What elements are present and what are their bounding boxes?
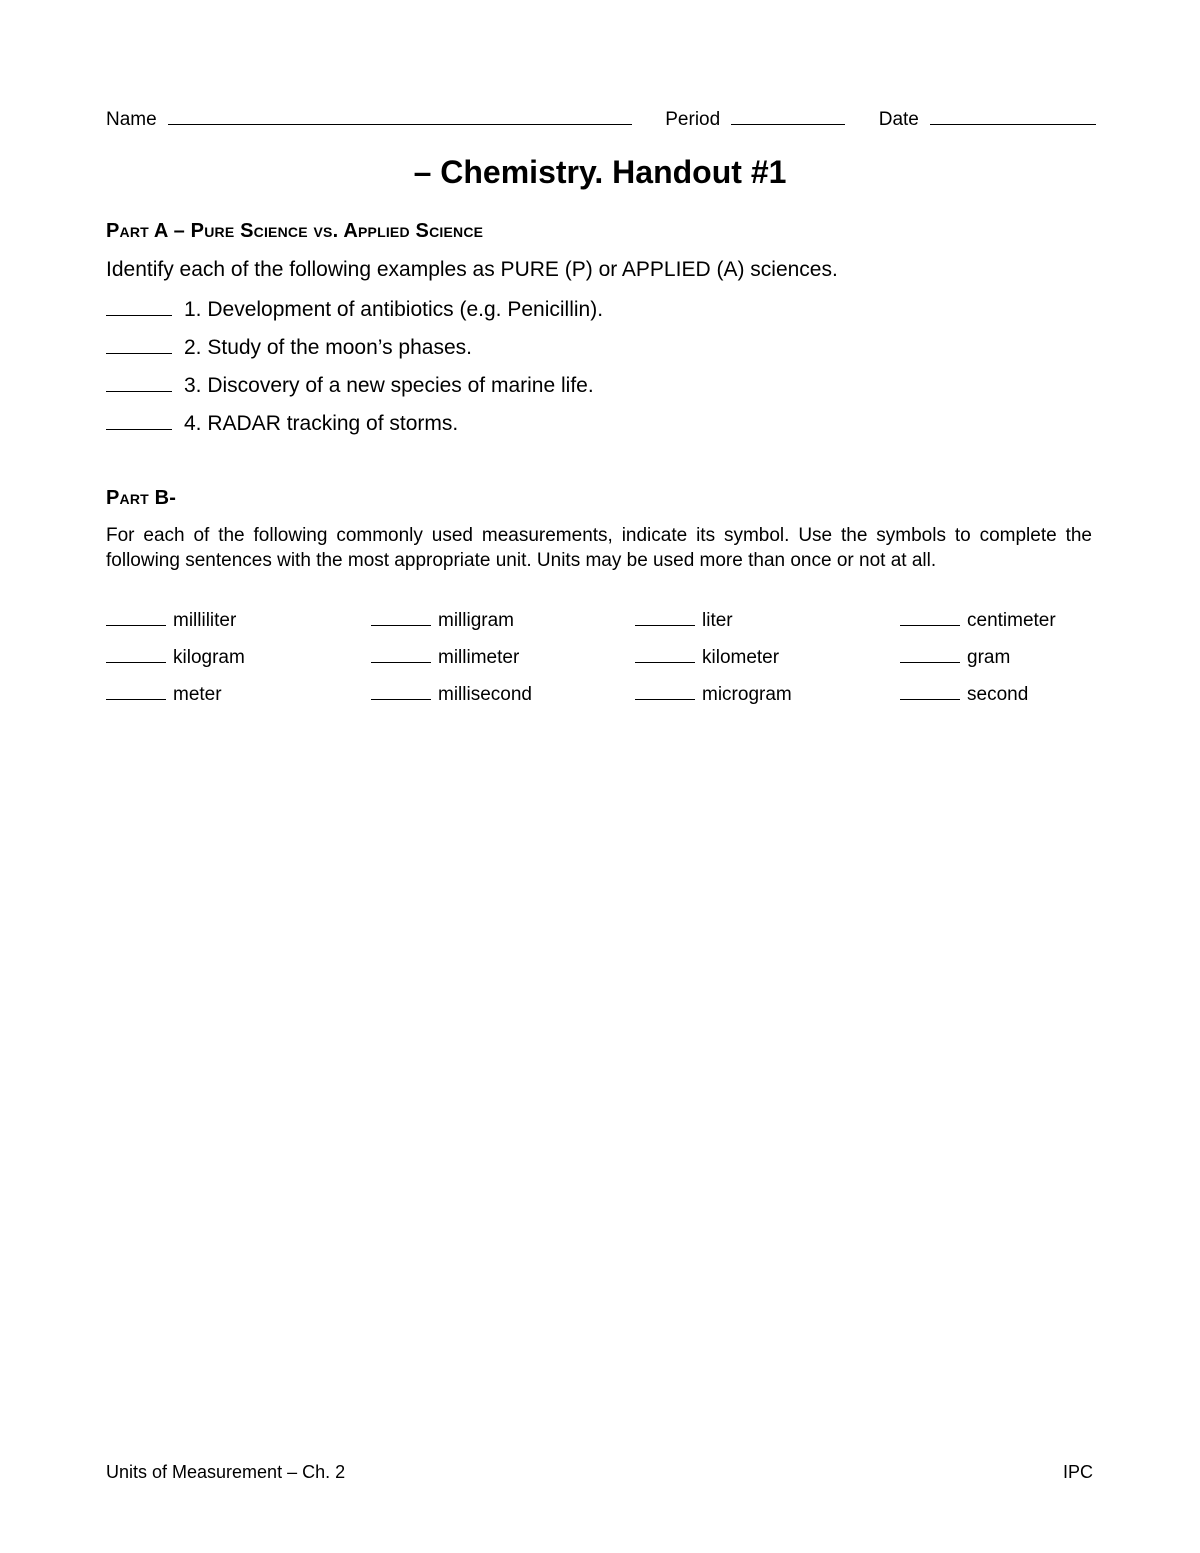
name-label: Name (106, 109, 157, 130)
student-info-header (106, 106, 1096, 131)
unit-item (106, 682, 222, 706)
unit-label: kilometer (702, 647, 780, 668)
item-text: 4. RADAR tracking of storms. (184, 412, 459, 435)
symbol-blank[interactable] (635, 682, 695, 700)
part-a-heading: Part A – Pure Science vs. Applied Science (106, 220, 484, 242)
item-text: 3. Discovery of a new species of marine life. (184, 374, 594, 397)
answer-blank[interactable] (106, 410, 172, 430)
symbol-blank[interactable] (900, 608, 960, 626)
unit-item (900, 682, 1028, 706)
date-label: Date (878, 109, 919, 130)
symbol-blank[interactable] (900, 682, 960, 700)
symbol-blank[interactable] (900, 645, 960, 663)
unit-label: microgram (702, 684, 792, 705)
period-label: Period (665, 109, 721, 130)
item-text: 2. Study of the moon’s phases. (184, 336, 472, 359)
unit-label: millimeter (438, 647, 520, 668)
part-b-heading: Part B- (106, 487, 177, 509)
part-a-item (106, 410, 458, 436)
symbol-blank[interactable] (635, 608, 695, 626)
unit-item (106, 645, 245, 669)
item-text: 1. Development of antibiotics (e.g. Penicillin). (184, 298, 604, 321)
unit-label: liter (702, 610, 733, 631)
period-field[interactable] (731, 106, 845, 125)
part-a-item (106, 296, 603, 322)
unit-item (635, 645, 779, 669)
answer-blank[interactable] (106, 334, 172, 354)
symbol-blank[interactable] (371, 608, 431, 626)
symbol-blank[interactable] (106, 608, 166, 626)
answer-blank[interactable] (106, 296, 172, 316)
date-field[interactable] (930, 106, 1096, 125)
symbol-blank[interactable] (106, 645, 166, 663)
name-field[interactable] (168, 106, 632, 125)
unit-item (635, 608, 733, 632)
unit-label: second (967, 684, 1029, 705)
unit-label: gram (967, 647, 1011, 668)
unit-item (371, 608, 514, 632)
answer-blank[interactable] (106, 372, 172, 392)
page-title: – Chemistry. Handout #1 (413, 154, 787, 190)
symbol-blank[interactable] (371, 645, 431, 663)
footer-right: IPC (1062, 1462, 1093, 1482)
unit-item (106, 608, 236, 632)
symbol-blank[interactable] (106, 682, 166, 700)
unit-item (635, 682, 792, 706)
unit-label: meter (173, 684, 222, 705)
part-b-instruction: For each of the following commonly used measurements, indicate its symbol. Use the symbols to complete the following sentences with the most appropriate unit. Units may be used more than once or not at all. (106, 525, 1092, 571)
unit-label: millisecond (438, 684, 532, 705)
footer-left: Units of Measurement – Ch. 2 (106, 1462, 346, 1482)
unit-item (371, 645, 519, 669)
unit-label: milligram (438, 610, 514, 631)
part-a-item (106, 372, 594, 398)
unit-label: milliliter (173, 610, 237, 631)
unit-item (371, 682, 532, 706)
unit-label: centimeter (967, 610, 1056, 631)
unit-label: kilogram (173, 647, 245, 668)
part-a-item (106, 334, 472, 360)
unit-item (900, 645, 1010, 669)
symbol-blank[interactable] (371, 682, 431, 700)
symbol-blank[interactable] (635, 645, 695, 663)
unit-item (900, 608, 1056, 632)
part-a-instruction: Identify each of the following examples as PURE (P) or APPLIED (A) sciences. (106, 258, 838, 281)
